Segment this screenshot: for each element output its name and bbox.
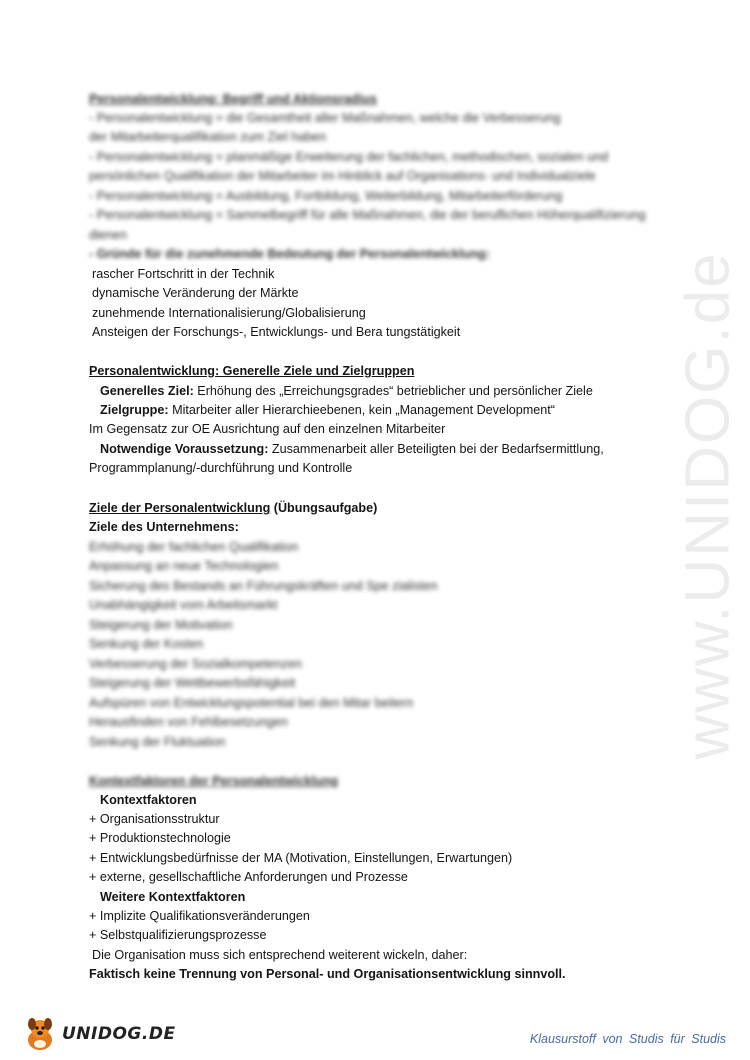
footer-logo-text: UNIDOG.DE [62, 1024, 176, 1044]
company-goal-item: Steigerung der Wettbewerbsfähigkeit [89, 676, 296, 690]
reason-item: zunehmende Internationalisierung/Globalisierung [92, 306, 366, 320]
further-context-item: + Selbstqualifizierungsprozesse [89, 928, 267, 942]
context-item: + Organisationsstruktur [89, 812, 220, 826]
company-goal-item: Sicherung des Bestands an Führungskräften und Spe zialisten [89, 579, 438, 593]
context-item: + externe, gesellschaftliche Anforderungen und Prozesse [89, 870, 408, 884]
target-group-label: Zielgruppe: [100, 403, 169, 417]
company-goal-item: Aufspüren von Entwicklungspotential bei den Mitar beitern [89, 696, 414, 710]
company-goal-item: Herausfinden von Fehlbesetzungen [89, 715, 288, 729]
reason-item: Ansteigen der Forschungs-, Entwicklungs- und Bera tungstätigkeit [92, 325, 461, 339]
further-context-subheading: Weitere Kontextfaktoren [100, 890, 246, 904]
reason-item: rascher Fortschritt in der Technik [92, 267, 275, 281]
watermark-text: www.UNIDOG.de [673, 250, 743, 760]
section1-line: persönlichen Qualifikation der Mitarbeiter im Hinblick auf Organisations- und Individualziele [89, 169, 596, 183]
target-group [100, 402, 555, 418]
company-goal-item: Erhöhung der fachlichen Qualifikation [89, 540, 299, 554]
target-group-text: Mitarbeiter aller Hierarchieebenen, kein „Management Development“ [168, 403, 555, 417]
section1-line: der Mitarbeiterqualifikation zum Ziel haben [89, 130, 327, 144]
company-goal-item: Unabhängigkeit vom Arbeitsmarkt [89, 598, 278, 612]
context-subheading: Kontextfaktoren [100, 793, 197, 807]
organisation-note: Die Organisation muss sich entsprechend weiterent wickeln, daher: [92, 948, 468, 962]
company-goal-item: Senkung der Kosten [89, 637, 204, 651]
section3-heading-suffix: (Übungsaufgabe) [270, 501, 378, 515]
requirement-text: Zusammenarbeit aller Beteiligten bei der Bedarfsermittlung, [268, 442, 604, 456]
footer-tagline: Klausurstoff von Studis für Studis [529, 1032, 726, 1046]
section1-heading: Personalentwicklung: Begriff und Aktionsradius [89, 92, 377, 106]
general-goal-text: Erhöhung des „Erreichungsgrades“ betrieblicher und persönlicher Ziele [193, 384, 593, 398]
company-goal-item: Senkung der Fluktuation [89, 735, 226, 749]
requirement-label: Notwendige Voraussetzung: [100, 442, 269, 456]
section2-heading: Personalentwicklung: Generelle Ziele und Zielgruppen [89, 364, 415, 378]
section1-line: - Gründe für die zunehmende Bedeutung der Personalentwicklung: [89, 247, 490, 261]
general-goal-label: Generelles Ziel: [100, 384, 194, 398]
company-goal-item: Verbesserung der Sozialkompetenzen [89, 657, 302, 671]
section3-subheading: Ziele des Unternehmens: [89, 520, 239, 534]
section3-heading [89, 500, 377, 516]
section3-heading-title: Ziele der Personalentwicklung [89, 501, 271, 515]
general-goal [100, 383, 593, 399]
conclusion: Faktisch keine Trennung von Personal- und Organisationsentwicklung sinnvoll. [89, 967, 566, 981]
context-item: + Entwicklungsbedürfnisse der MA (Motivation, Einstellungen, Erwartungen) [89, 851, 513, 865]
company-goal-item: Anpassung an neue Technologien [89, 559, 279, 573]
section1-line: - Personalentwicklung = Ausbildung, Fortbildung, Weiterbildung, Mitarbeiterförderung [89, 189, 563, 203]
dog-mascot-icon [20, 1014, 60, 1054]
footer-logo [20, 1014, 176, 1054]
watermark [663, 250, 750, 760]
section1-line: dienen [89, 228, 127, 242]
requirement [100, 441, 604, 457]
section1-line: - Personalentwicklung = Sammelbegriff für alle Maßnahmen, die der beruflichen Höherqualifizierung [89, 208, 646, 222]
section4-heading: Kontextfaktoren der Personalentwicklung [89, 774, 339, 788]
section1-line: - Personalentwicklung = planmäßige Erweiterung der fachlichen, methodischen, sozialen und [89, 150, 609, 164]
reason-item: dynamische Veränderung der Märkte [92, 286, 299, 300]
company-goal-item: Steigerung der Motivation [89, 618, 233, 632]
contrast-line: Im Gegensatz zur OE Ausrichtung auf den einzelnen Mitarbeiter [89, 422, 446, 436]
requirement-continued: Programmplanung/-durchführung und Kontrolle [89, 461, 353, 475]
section1-line: - Personalentwicklung = die Gesamtheit aller Maßnahmen, welche die Verbesserung [89, 111, 561, 125]
further-context-item: + Implizite Qualifikationsveränderungen [89, 909, 310, 923]
context-item: + Produktionstechnologie [89, 831, 231, 845]
